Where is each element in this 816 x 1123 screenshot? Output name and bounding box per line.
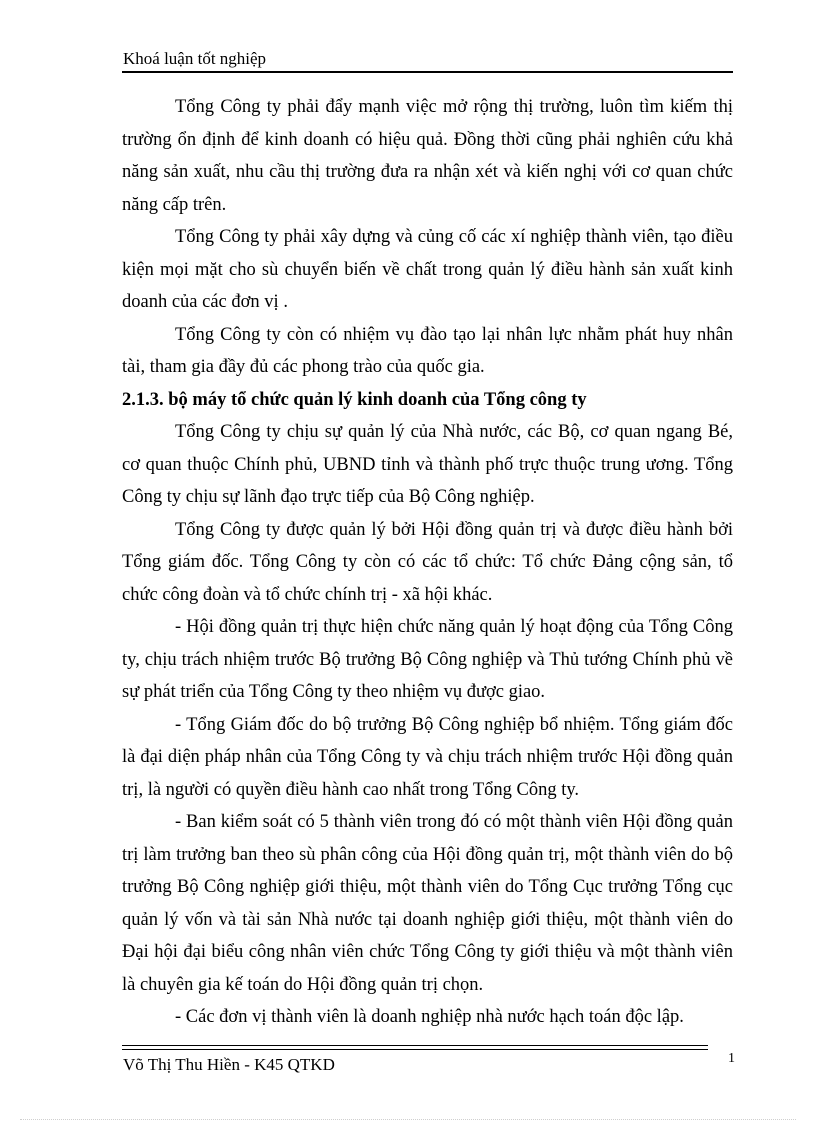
body-paragraph: Tổng Công ty còn có nhiệm vụ đào tạo lại nhân lực nhằm phát huy nhân tài, tham gia đầy đủ các phong trào của quốc gia. bbox=[122, 324, 733, 377]
header-rule bbox=[122, 71, 733, 73]
body-paragraph: - Tổng Giám đốc do bộ trưởng Bộ Công nghiệp bổ nhiệm. Tổng giám đốc là đại diện pháp nhân của Tổng Công ty và chịu trách nhiệm trước Hội đồng quản trị, là người có quyền điều hành cao nhất trong Tổng Công ty. bbox=[122, 714, 733, 800]
body-paragraph: - Hội đồng quản trị thực hiện chức năng quản lý hoạt động của Tổng Công ty, chịu trách nhiệm trước Bộ trưởng Bộ Công nghiệp và Thủ tướng Chính phủ về sự phát triển của Tổng Công ty theo nhiệm vụ được giao. bbox=[122, 617, 733, 702]
footer-rule-bottom bbox=[122, 1049, 708, 1050]
page-edge-dotted-line bbox=[20, 1119, 796, 1120]
section-heading: 2.1.3. bộ máy tổ chức quản lý kinh doanh của Tổng công ty bbox=[122, 389, 587, 410]
running-header-title: Khoá luận tốt nghiệp bbox=[123, 49, 267, 68]
body-paragraph: Tổng Công ty phải đẩy mạnh việc mở rộng thị trường, luôn tìm kiếm thị trường ổn định để kinh doanh có hiệu quả. Đồng thời cũng phải nghiên cứu khả năng sản xuất, nhu cầu thị trường đưa ra nhận xét và kiến nghị với cơ quan chức năng cấp trên. bbox=[122, 97, 733, 215]
body-paragraph: - Ban kiểm soát có 5 thành viên trong đó có một thành viên Hội đồng quản trị làm trưởng ban theo sù phân công của Hội đồng quản trị, một thành viên do bộ trưởng Bộ Công nghiệp giới thiệu, một thành viên do Tổng Cục trưởng Tổng cục quản lý vốn và tài sản Nhà nước tại doanh nghiệp giới thiệu, một thành viên do Đại hội đại biểu công nhân viên chức Tổng Công ty giới thiệu và một thành viên là chuyên gia kế toán do Hội đồng quản trị chọn. bbox=[122, 812, 733, 995]
body-paragraph: Tổng Công ty được quản lý bởi Hội đồng quản trị và được điều hành bởi Tổng giám đốc. Tổng Công ty còn có các tổ chức: Tổ chức Đảng cộng sản, tổ chức công đoàn và tổ chức chính trị - xã hội khác. bbox=[122, 519, 733, 605]
document-body bbox=[122, 91, 733, 1034]
footer-rule-top bbox=[122, 1045, 708, 1046]
footer-author: Võ Thị Thu Hiền - K45 QTKD bbox=[123, 1055, 335, 1074]
body-paragraph: Tổng Công ty phải xây dựng và củng cố các xí nghiệp thành viên, tạo điều kiện mọi mặt cho sù chuyển biến về chất trong quản lý điều hành sản xuất kinh doanh của các đơn vị . bbox=[122, 227, 733, 312]
page-number: 1 bbox=[728, 1051, 735, 1066]
body-paragraph: Tổng Công ty chịu sự quản lý của Nhà nước, các Bộ, cơ quan ngang Bé, cơ quan thuộc Chính phủ, UBND tỉnh và thành phố trực thuộc trung ương. Tổng Công ty chịu sự lãnh đạo trực tiếp của Bộ Công nghiệp. bbox=[122, 422, 733, 507]
body-paragraph: - Các đơn vị thành viên là doanh nghiệp nhà nước hạch toán độc lập. bbox=[175, 1007, 684, 1027]
